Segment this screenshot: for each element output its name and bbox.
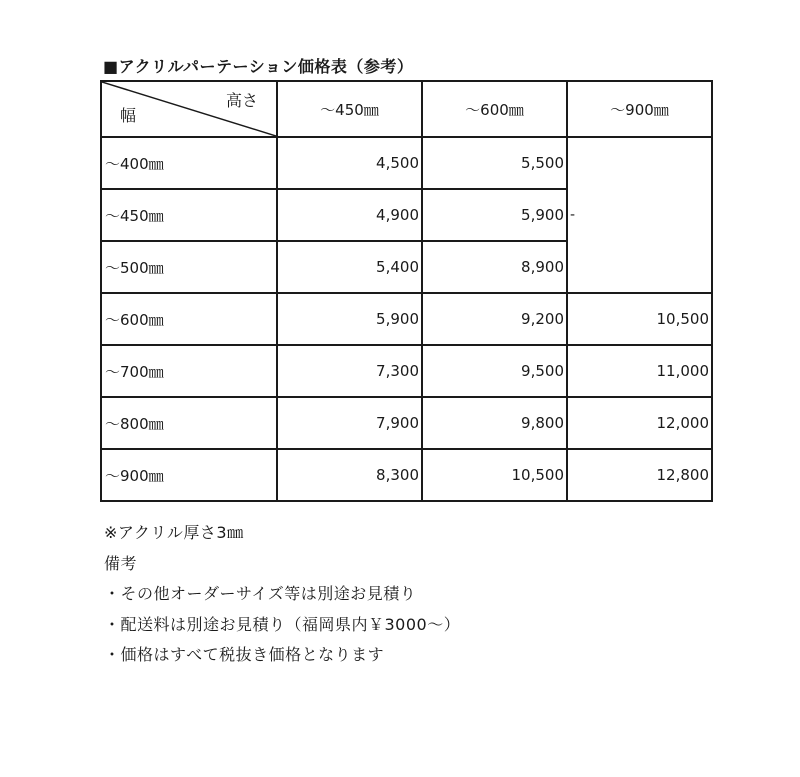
header-corner-cell	[101, 81, 277, 137]
price-cell: 10,500	[422, 449, 567, 501]
notes-section	[104, 518, 460, 671]
price-cell: 5,500	[422, 137, 567, 189]
price-cell: 8,300	[277, 449, 422, 501]
price-cell: 4,900	[277, 189, 422, 241]
price-cell: 9,800	[422, 397, 567, 449]
price-cell: 8,900	[422, 241, 567, 293]
header-height-label: 高さ	[225, 91, 258, 110]
col-header-600: ～600㎜	[422, 81, 567, 137]
col-header-450: ～450㎜	[277, 81, 422, 137]
row-label: ～800㎜	[101, 397, 277, 449]
table-row	[101, 397, 712, 449]
table-row	[101, 137, 712, 189]
merged-not-available-cell	[567, 137, 712, 293]
row-label: ～900㎜	[101, 449, 277, 501]
remarks-heading: 備考	[104, 553, 138, 573]
price-cell: 7,300	[277, 345, 422, 397]
row-label: ～400㎜	[101, 137, 277, 189]
price-cell: 5,900	[422, 189, 567, 241]
price-cell: 12,800	[567, 449, 712, 501]
col-header-900: ～900㎜	[567, 81, 712, 137]
remark-item: ・配送料は別途お見積り（福岡県内￥3000～）	[104, 614, 461, 634]
table-row	[101, 345, 712, 397]
price-cell: 7,900	[277, 397, 422, 449]
table-row	[101, 449, 712, 501]
price-cell: 9,200	[422, 293, 567, 345]
thickness-note: ※アクリル厚さ3㎜	[104, 523, 244, 542]
price-cell: 9,500	[422, 345, 567, 397]
price-cell: 11,000	[567, 345, 712, 397]
price-cell: 5,400	[277, 241, 422, 293]
row-label: ～600㎜	[101, 293, 277, 345]
price-cell: 4,500	[277, 137, 422, 189]
price-cell: 5,900	[277, 293, 422, 345]
price-cell: 12,000	[567, 397, 712, 449]
table-row	[101, 293, 712, 345]
row-label: ～450㎜	[101, 189, 277, 241]
table-header-row	[101, 81, 712, 137]
remark-item: ・その他オーダーサイズ等は別途お見積り	[104, 584, 417, 603]
row-label: ～500㎜	[101, 241, 277, 293]
row-label: ～700㎜	[101, 345, 277, 397]
header-width-label: 幅	[120, 106, 137, 125]
remark-item: ・価格はすべて税抜き価格となります	[104, 645, 385, 664]
not-available-dash: -	[570, 207, 576, 223]
price-table	[100, 80, 713, 502]
price-cell: 10,500	[567, 293, 712, 345]
page-title: ■アクリルパーテーション価格表（参考）	[103, 57, 414, 76]
